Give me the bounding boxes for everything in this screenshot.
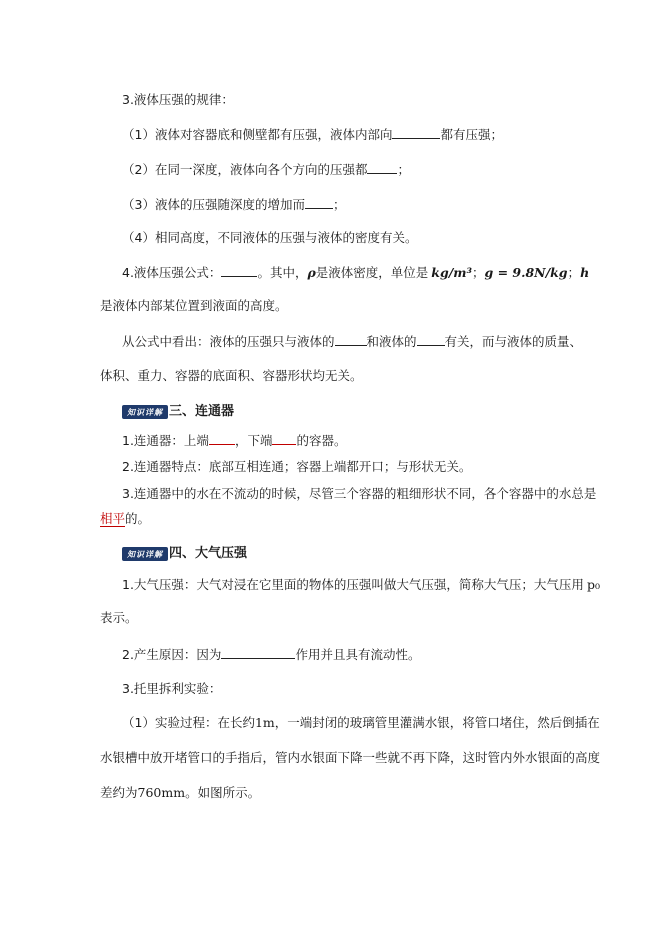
liquid-pressure-rules-title: 3.液体压强的规律： xyxy=(122,92,234,107)
answer-blank[interactable] xyxy=(392,126,440,139)
answer-blank[interactable] xyxy=(335,333,367,346)
rule-2: （2）在同一深度，液体向各个方向的压强都 ； xyxy=(122,162,410,177)
keyword-level: 相平 xyxy=(100,511,126,526)
torricelli-process-end: 差约为760mm。如图所示。 xyxy=(100,785,261,800)
rule-3: （3）液体的压强随深度的增加而 ； xyxy=(122,197,346,212)
torricelli-title: 3.托里拆利实验： xyxy=(122,681,222,696)
knowledge-badge-icon: 知识详解 xyxy=(122,547,168,561)
h-symbol: h xyxy=(580,265,590,280)
pressure-formula: 4.液体压强公式： 。其中，ρ是液体密度，单位是 kg/m³；g = 9.8N/kg；h xyxy=(122,265,590,280)
section-heading-connected-vessels: 知识详解 三、连通器 xyxy=(122,404,234,420)
formula-conclusion-cont: 体积、重力、容器的底面积、容器形状均无关。 xyxy=(100,368,363,383)
vessel-characteristics: 2.连通器特点：底部互相连通；容器上端都开口；与形状无关。 xyxy=(122,459,472,474)
section-heading-atmospheric-pressure: 知识详解 四、大气压强 xyxy=(122,546,247,562)
atmospheric-definition: 1.大气压强：大气对浸在它里面的物体的压强叫做大气压强，简称大气压；大气压用 p₀ xyxy=(122,577,600,592)
formula-conclusion: 从公式中看出：液体的压强只与液体的 和液体的 有关，而与液体的质量、 xyxy=(122,334,583,349)
density-unit: kg/m³ xyxy=(431,265,472,280)
atmospheric-cause: 2.产生原因：因为 作用并且具有流动性。 xyxy=(122,647,421,662)
answer-blank[interactable] xyxy=(305,196,333,209)
vessel-water-level-cont: 相平的。 xyxy=(100,511,151,526)
rule-1: （1）液体对容器底和侧壁都有压强，液体内部向 都有压强； xyxy=(122,127,503,142)
torricelli-process-cont: 水银槽中放开堵管口的手指后，管内水银面下降一些就不再下降，这时管内外水银面的高度 xyxy=(100,750,601,765)
rho-symbol: ρ xyxy=(307,265,316,280)
answer-blank[interactable] xyxy=(367,161,397,174)
formula-explanation: 是液体内部某位置到液面的高度。 xyxy=(100,298,288,313)
knowledge-badge-icon: 知识详解 xyxy=(122,405,168,419)
vessel-water-level: 3.连通器中的水在不流动的时候，尽管三个容器的粗细形状不同，各个容器中的水总是 xyxy=(122,486,597,501)
rule-4: （4）相同高度，不同液体的压强与液体的密度有关。 xyxy=(122,230,418,245)
p0-symbol: p₀ xyxy=(586,577,600,592)
answer-blank[interactable] xyxy=(221,264,257,277)
answer-blank[interactable] xyxy=(209,432,235,445)
answer-blank[interactable] xyxy=(417,333,445,346)
gravity-constant: g = 9.8N/kg xyxy=(484,265,568,280)
atmospheric-definition-cont: 表示。 xyxy=(100,610,138,625)
answer-blank[interactable] xyxy=(272,432,296,445)
torricelli-process: （1）实验过程：在长约1m，一端封闭的玻璃管里灌满水银，将管口堵住，然后倒插在 xyxy=(122,715,600,730)
vessel-definition: 1.连通器：上端 ，下端 的容器。 xyxy=(122,433,347,448)
answer-blank[interactable] xyxy=(221,646,295,659)
